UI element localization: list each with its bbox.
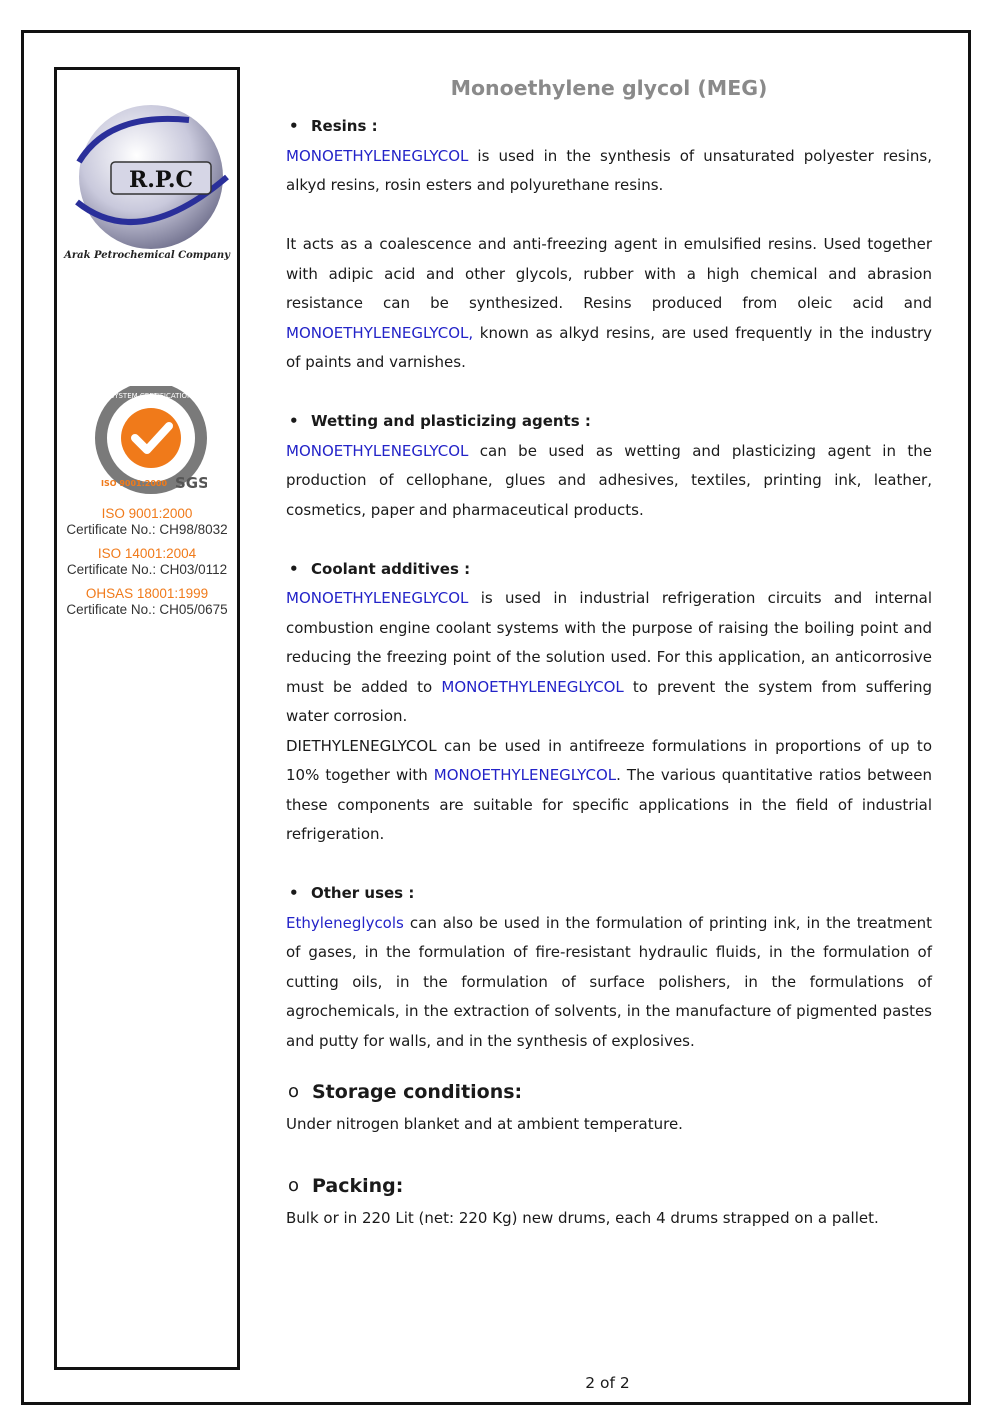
section-heading-text: Storage conditions: xyxy=(312,1081,523,1103)
paragraph xyxy=(286,909,932,1057)
company-name: Arak Petrochemical Company xyxy=(64,250,230,261)
paragraph-text: known as alkyd resins, are used frequently in the industry of paints and varnishes. xyxy=(286,323,932,371)
section-heading-text: Coolant additives : xyxy=(311,559,471,578)
sub-bullet-icon: o xyxy=(288,1174,300,1196)
sub-bullet-icon: o xyxy=(288,1081,300,1102)
paragraph-text: DIETHYLENEGLYCOL can be used in antifreeze formulations in proportions of up to 10% together with xyxy=(286,736,932,784)
highlight-term: MONOETHYLENEGLYCOL xyxy=(441,677,624,696)
highlight-term: MONOETHYLENEGLYCOL xyxy=(286,589,469,607)
paragraph xyxy=(286,732,932,850)
rpc-logo xyxy=(69,102,229,262)
iso-sgs-seal xyxy=(95,386,207,498)
section-heading-storage xyxy=(286,1074,932,1110)
paragraph-text: to prevent the system from suffering water corrosion. xyxy=(286,677,933,725)
cert-standard: ISO 14001:2004 xyxy=(97,546,197,561)
bullet-icon: • xyxy=(289,412,299,430)
section-heading-coolant xyxy=(286,555,932,585)
paragraph xyxy=(286,437,932,526)
bullet-icon: • xyxy=(289,559,299,578)
paragraph xyxy=(286,230,932,378)
cert-standard: OHSAS 18001:1999 xyxy=(85,586,209,601)
paragraph-text: It acts as a coalescence and anti-freezing agent in emulsified resins. Used together with adipic acid and other glycols, rubber with a high chemical and abrasion resistance can be synthesized. Resins produced from oleic acid and xyxy=(286,235,932,312)
main-content xyxy=(286,72,932,1233)
paragraph-text: can be used as wetting and plasticizing agent in the production of cellophane, glues and adhesives, textiles, printing ink, leather, cosmetics, paper and pharmaceutical products. xyxy=(286,441,932,519)
logo-text: R.P.C xyxy=(128,167,194,193)
highlight-term: MONOETHYLENEGLYCOL xyxy=(433,766,617,784)
cert-number: Certificate No.: CH05/0675 xyxy=(66,602,228,617)
highlight-term: MONOETHYLENEGLYCOL xyxy=(286,146,469,165)
paragraph-text: can also be used in the formulation of printing ink, in the treatment of gases, in the formulation of fire-resistant hydraulic fluids, in the formulation of cutting oils, in the formulation of surface polishers, in the formulations of agrochemicals, in the extraction of solvents, in the manufacture of pigmented pastes and putty for walls, and in the synthesis of explosives. xyxy=(286,913,932,1050)
highlight-term: MONOETHYLENEGLYCOL, xyxy=(286,323,474,342)
paragraph: Bulk or in 220 Lit (net: 220 Kg) new drums, each 4 drums strapped on a pallet. xyxy=(286,1208,879,1227)
paragraph-text: is used in the synthesis of unsaturated polyester resins, alkyd resins, rosin esters and polyurethane resins. xyxy=(286,146,932,194)
paragraph-text: . The various quantitative ratios between these components are suitable for specific applications in the field of industrial refrigeration. xyxy=(286,766,932,843)
highlight-term: MONOETHYLENEGLYCOL xyxy=(286,441,469,460)
section-heading-other xyxy=(286,879,932,909)
bullet-icon: • xyxy=(289,884,299,902)
paragraph xyxy=(286,584,932,732)
section-heading-packing xyxy=(286,1168,932,1204)
page-title: Monoethylene glycol (MEG) xyxy=(450,76,768,100)
cert-number: Certificate No.: CH03/0112 xyxy=(66,562,228,577)
paragraph: Under nitrogen blanket and at ambient temperature. xyxy=(286,1115,683,1133)
section-heading-text: Packing: xyxy=(312,1174,404,1197)
section-heading-wetting xyxy=(286,407,932,437)
paragraph xyxy=(286,142,932,201)
section-heading-text: Other uses : xyxy=(311,884,415,902)
sidebar xyxy=(54,67,240,1370)
highlight-term: Ethyleneglycols xyxy=(286,913,404,932)
cert-number: Certificate No.: CH98/8032 xyxy=(66,522,228,537)
bullet-icon: • xyxy=(289,117,299,135)
section-heading-resins xyxy=(286,112,932,142)
cert-standard: ISO 9001:2000 xyxy=(101,506,193,521)
seal-iso-text: ISO 9001:2000 xyxy=(101,479,168,488)
section-heading-text: Resins : xyxy=(311,117,378,135)
seal-ring-text: SYSTEM CERTIFICATION xyxy=(109,392,193,400)
seal-sgs-text: SGS xyxy=(175,474,207,492)
certification-list xyxy=(57,498,237,618)
section-heading-text: Wetting and plasticizing agents : xyxy=(311,412,591,430)
page-number: 2 of 2 xyxy=(585,1374,630,1392)
paragraph-text: is used in industrial refrigeration circuits and internal combustion engine coolant systems with the purpose of raising the boiling point and reducing the freezing point of the solution used. For this application, an anticorrosive must be added to xyxy=(286,589,932,696)
